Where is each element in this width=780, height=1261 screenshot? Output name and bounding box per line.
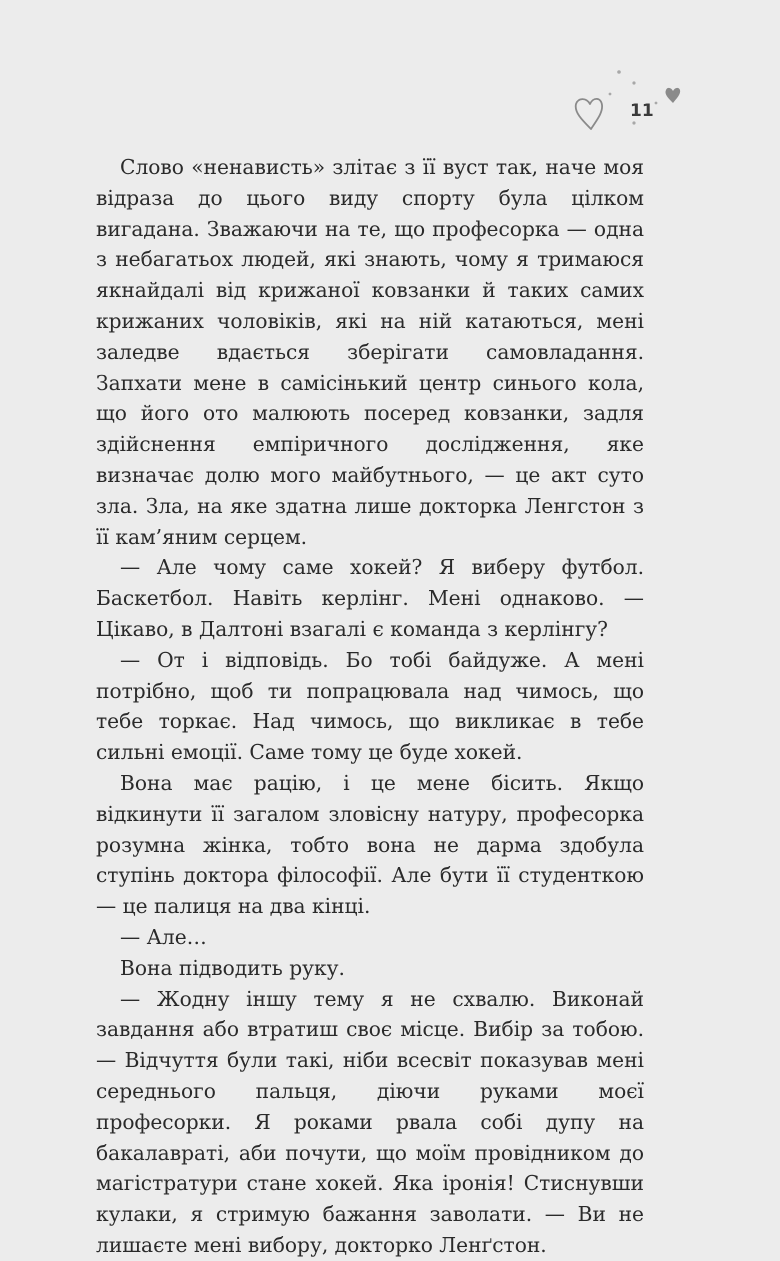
page-header-ornament [560,60,710,140]
paragraph: Вона має рацію, і це мене бісить. Якщо відкинути її загалом зловісну натуру, професорка розумна жінка, тобто вона не дарма здобула ступінь доктора філософії. Але бути її студенткою — це палиця на два кінці. [96,770,644,919]
paragraph: Слово «ненависть» злітає з її вуст так, наче моя відраза до цього виду спорту була цілком вигадана. Зважаючи на те, що професорка — одна з небагатьох людей, які знають, чому я тримаюся якнайдалі від крижаної ковзанки й таких самих крижаних чоловіків, які на ній катаються, мені заледве вдається зберігати самовладання. Запхати мене в самісінький центр синього кола, що його ото малюють посеред ковзанки, задля здійснення емпіричного дослідження, яке визначає долю мого майбутнього, — це акт суто зла. Зла, на яке здатна лише докторка Ленгстон з її кам’яним серцем. [96,155,644,549]
hearts-ornament [560,60,710,140]
paragraph: — От і відповідь. Бо тобі байдуже. А мені потрібно, щоб ти попрацювала над чимось, що тебе торкає. Над чимось, що викликає в тебе сильні емоції. Саме тому це буде хокей. [96,647,644,765]
heart-filled-icon [665,88,680,103]
paragraph: Вона підводить руку. [120,955,345,980]
body-text [96,152,644,1261]
paragraph: — Але… [120,924,207,949]
paragraph: — Жодну іншу тему я не схвалю. Виконай завдання або втратиш своє місце. Вибір за тобою. — Відчуття були такі, ніби всесвіт показував мені середнього пальця, діючи руками моєї професорки. Я роками рвала собі дупу на бакалавраті, аби почути, що моїм провідником до магістратури стане хокей. Яка іронія! Стиснувши кулаки, я стримую бажання заволати. — Ви не лишаєте мені вибору, докторко Ленґстон. [96,986,644,1257]
heart-outline-icon [576,99,602,129]
page-number: 11 [630,101,654,121]
paragraph: — Але чому саме хокей? Я виберу футбол. Баскетбол. Навіть керлінг. Мені однаково. — Цікаво, в Далтоні взагалі є команда з керлінгу? [96,555,644,641]
